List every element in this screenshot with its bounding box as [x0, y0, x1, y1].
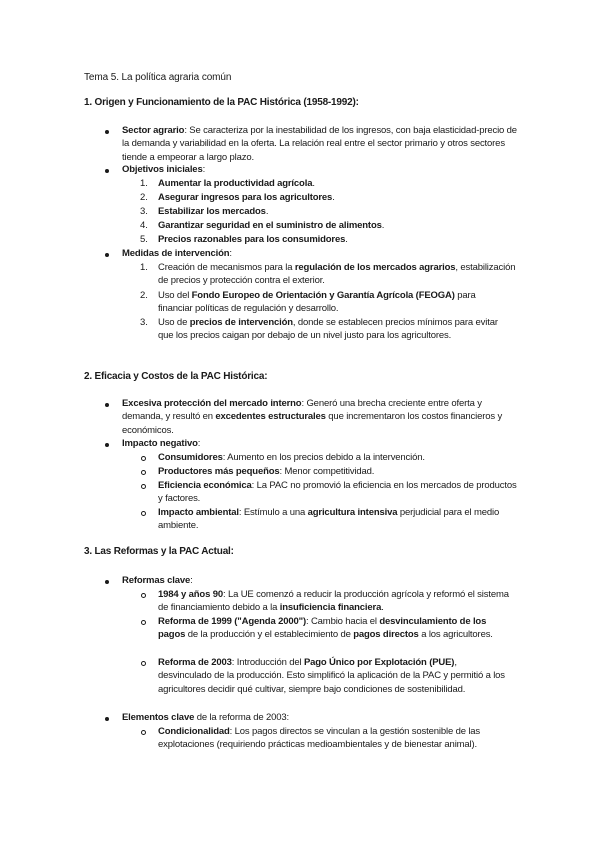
bullet — [105, 717, 109, 721]
list-item-elementos-clave: Elementos clave de la reforma de 2003: — [122, 712, 289, 723]
list-number: 2. — [140, 290, 148, 301]
list-item-reformas-clave: Reformas clave: — [122, 575, 193, 586]
term-label: Excesiva protección del mercado interno — [122, 398, 302, 409]
list-number: 2. — [140, 192, 148, 203]
sub-bullet — [141, 730, 146, 735]
list-number: 4. — [140, 220, 148, 231]
bullet — [105, 253, 109, 257]
list-item-medida: Creación de mecanismos para la regulación de los mercados agrarios, estabilización de precios y protección contra el exterior. — [158, 262, 516, 287]
item-text: : Se caracteriza por la inestabilidad de los ingresos, con baja elasticidad-precio de la demanda y variabilidad en la oferta. La relación real entre el sector primario y otros sectores tiende a empeorar a largo plazo. — [122, 125, 517, 163]
sub-bullet — [141, 661, 146, 666]
list-item-objetivo: Precios razonables para los consumidores. — [158, 234, 348, 245]
sub-bullet — [141, 593, 146, 598]
sub-item-impacto: Impacto ambiental: Estímulo a una agricultura intensiva perjudicial para el medio ambiente. — [158, 507, 500, 532]
list-item-medidas: Medidas de intervención: — [122, 248, 232, 259]
term-label: Impacto negativo — [122, 438, 198, 449]
list-number: 5. — [140, 234, 148, 245]
list-item-objetivo: Estabilizar los mercados. — [158, 206, 269, 217]
term-label: Reformas clave — [122, 575, 191, 586]
list-number: 1. — [140, 262, 148, 273]
sub-bullet — [141, 484, 146, 489]
section-heading-reformas: 3. Las Reformas y la PAC Actual: — [84, 546, 234, 557]
sub-item-impacto: Eficiencia económica: La PAC no promovió la eficiencia en los mercados de productos y factores. — [158, 480, 517, 505]
term-label: Sector agrario — [122, 125, 185, 136]
list-item-medida: Uso del Fondo Europeo de Orientación y Garantía Agrícola (FEOGA) para financiar políticas de regulación y desarrollo. — [158, 290, 476, 315]
sub-bullet — [141, 620, 146, 625]
list-item-sector-agrario — [122, 124, 517, 164]
list-number: 1. — [140, 178, 148, 189]
sub-item-reforma: 1984 y años 90: La UE comenzó a reducir la producción agrícola y reformó el sistema de financiamiento debido a la insuficiencia financiera. — [158, 589, 509, 614]
list-item-excesiva-proteccion: Excesiva protección del mercado interno: Generó una brecha creciente entre oferta y demanda, y resultó en excedentes estructurales que incrementaron los costos financieros y económicos. — [122, 398, 503, 436]
sub-bullet — [141, 470, 146, 475]
bullet — [105, 403, 109, 407]
list-item-impacto-negativo: Impacto negativo: — [122, 438, 201, 449]
list-item-objetivos: Objetivos iniciales: — [122, 164, 206, 175]
sub-bullet — [141, 511, 146, 516]
list-number: 3. — [140, 317, 148, 328]
term-label: Medidas de intervención — [122, 248, 230, 259]
document-title: Tema 5. La política agraria común — [84, 72, 232, 83]
list-number: 3. — [140, 206, 148, 217]
sub-item-reforma: Reforma de 1999 ("Agenda 2000"): Cambio hacia el desvinculamiento de los pagos de la producción y el establecimiento de pagos directos a los agricultores. — [158, 616, 493, 641]
section-heading-origen: 1. Origen y Funcionamiento de la PAC Histórica (1958-1992): — [84, 97, 359, 108]
sub-item-reforma: Reforma de 2003: Introducción del Pago Único por Explotación (PUE), desvinculado de la producción. Esto simplificó la aplicación de la PAC y permitió a los agricultores decidir qué cultivar, siempre bajo condiciones de sostenibilidad. — [158, 657, 505, 695]
list-item-objetivo: Asegurar ingresos para los agricultores. — [158, 192, 335, 203]
sub-item-impacto: Consumidores: Aumento en los precios debido a la intervención. — [158, 452, 425, 463]
bullet — [105, 443, 109, 447]
list-item-medida: Uso de precios de intervención, donde se establecen precios mínimos para evitar que los precios caigan por debajo de un nivel justo para los agricultores. — [158, 317, 498, 342]
sub-item-impacto: Productores más pequeños: Menor competitividad. — [158, 466, 375, 477]
list-item-objetivo: Garantizar seguridad en el suministro de alimentos. — [158, 220, 385, 231]
list-item-objetivo: Aumentar la productividad agrícola. — [158, 178, 315, 189]
section-heading-eficacia: 2. Eficacia y Costos de la PAC Histórica: — [84, 371, 268, 382]
term-label: Objetivos iniciales — [122, 164, 203, 175]
term-label: Elementos clave — [122, 712, 195, 723]
bullet — [105, 169, 109, 173]
bullet — [105, 130, 109, 134]
sub-item-elemento: Condicionalidad: Los pagos directos se vinculan a la gestión sostenible de las explotaciones (requiriendo prácticas medioambientales y de bienestar animal). — [158, 726, 481, 751]
sub-bullet — [141, 456, 146, 461]
bullet — [105, 580, 109, 584]
